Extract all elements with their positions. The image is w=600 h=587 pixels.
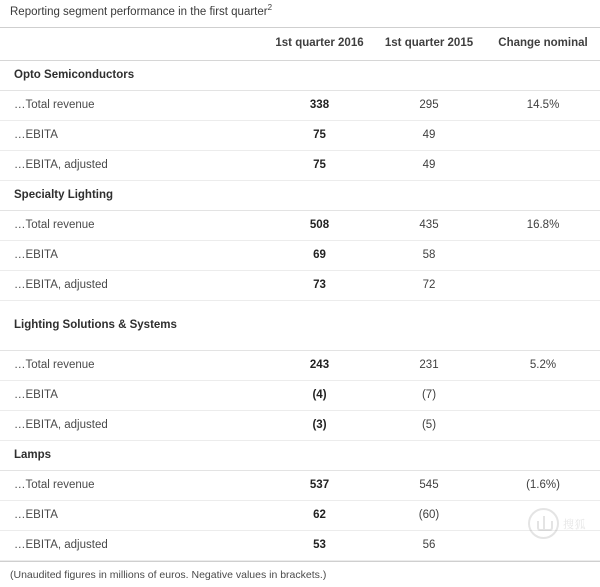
column-header-q1-2016: 1st quarter 2016: [267, 28, 372, 61]
row-value-q1-2015: 58: [372, 240, 486, 270]
row-value-q1-2015: 56: [372, 530, 486, 560]
row-value-q1-2015: (5): [372, 410, 486, 440]
table-row: [0, 500, 600, 530]
row-value-q1-2015: 49: [372, 120, 486, 150]
row-value-q1-2016: 73: [267, 270, 372, 300]
row-value-q1-2016: 69: [267, 240, 372, 270]
group-header-row: [0, 300, 600, 350]
row-label: …EBITA, adjusted: [0, 410, 267, 440]
row-label: …EBITA: [0, 240, 267, 270]
watermark-text: 搜狐: [563, 518, 586, 531]
row-value-change: [486, 150, 600, 180]
row-label: …EBITA, adjusted: [0, 530, 267, 560]
row-value-change: [486, 270, 600, 300]
row-label: …EBITA, adjusted: [0, 270, 267, 300]
table-row: [0, 470, 600, 500]
table-row: [0, 530, 600, 560]
row-value-change: 16.8%: [486, 210, 600, 240]
group-header-row: [0, 440, 600, 470]
page-title: [0, 0, 600, 28]
table-row: [0, 410, 600, 440]
column-header-label: [0, 28, 267, 61]
row-label: …Total revenue: [0, 350, 267, 380]
column-header-q1-2015: 1st quarter 2015: [372, 28, 486, 61]
row-value-q1-2016: 62: [267, 500, 372, 530]
row-label: …Total revenue: [0, 210, 267, 240]
row-value-q1-2016: 243: [267, 350, 372, 380]
row-value-change: [486, 530, 600, 560]
row-label: …Total revenue: [0, 90, 267, 120]
table-row: [0, 210, 600, 240]
group-name: Specialty Lighting: [0, 180, 600, 210]
row-value-change: [486, 240, 600, 270]
row-value-q1-2015: 49: [372, 150, 486, 180]
row-label: …EBITA: [0, 120, 267, 150]
group-header-row: [0, 180, 600, 210]
row-value-q1-2016: (4): [267, 380, 372, 410]
row-value-q1-2015: 231: [372, 350, 486, 380]
row-value-q1-2016: 75: [267, 150, 372, 180]
row-label: …EBITA, adjusted: [0, 150, 267, 180]
row-value-change: [486, 410, 600, 440]
segment-performance-table: [0, 28, 600, 561]
row-value-change: [486, 120, 600, 150]
page-title-text: Reporting segment performance in the first quarter: [10, 6, 268, 18]
table-header-row: [0, 28, 600, 61]
table-row: [0, 240, 600, 270]
row-value-q1-2016: 338: [267, 90, 372, 120]
row-value-q1-2015: (7): [372, 380, 486, 410]
table-row: [0, 120, 600, 150]
table-row: [0, 150, 600, 180]
group-name: Lighting Solutions & Systems: [0, 300, 600, 350]
row-value-change: [486, 500, 600, 530]
group-name: Lamps: [0, 440, 600, 470]
row-value-q1-2016: 508: [267, 210, 372, 240]
table-footnote: (Unaudited figures in millions of euros. Negative values in brackets.): [0, 561, 600, 587]
row-value-change: 14.5%: [486, 90, 600, 120]
row-value-change: [486, 380, 600, 410]
table-row: [0, 270, 600, 300]
column-header-change-nominal: Change nominal: [486, 28, 600, 61]
row-value-q1-2015: 545: [372, 470, 486, 500]
row-value-q1-2016: 53: [267, 530, 372, 560]
group-header-row: [0, 60, 600, 90]
table-row: [0, 380, 600, 410]
row-value-q1-2016: (3): [267, 410, 372, 440]
row-value-change: (1.6%): [486, 470, 600, 500]
table-row: [0, 350, 600, 380]
row-value-q1-2015: 435: [372, 210, 486, 240]
row-value-q1-2015: 72: [372, 270, 486, 300]
table-row: [0, 90, 600, 120]
title-footnote-marker: 2: [267, 3, 273, 13]
row-label: …Total revenue: [0, 470, 267, 500]
row-label: …EBITA: [0, 380, 267, 410]
row-label: …EBITA: [0, 500, 267, 530]
row-value-q1-2015: (60): [372, 500, 486, 530]
row-value-change: 5.2%: [486, 350, 600, 380]
row-value-q1-2016: 75: [267, 120, 372, 150]
row-value-q1-2016: 537: [267, 470, 372, 500]
group-name: Opto Semiconductors: [0, 60, 600, 90]
row-value-q1-2015: 295: [372, 90, 486, 120]
